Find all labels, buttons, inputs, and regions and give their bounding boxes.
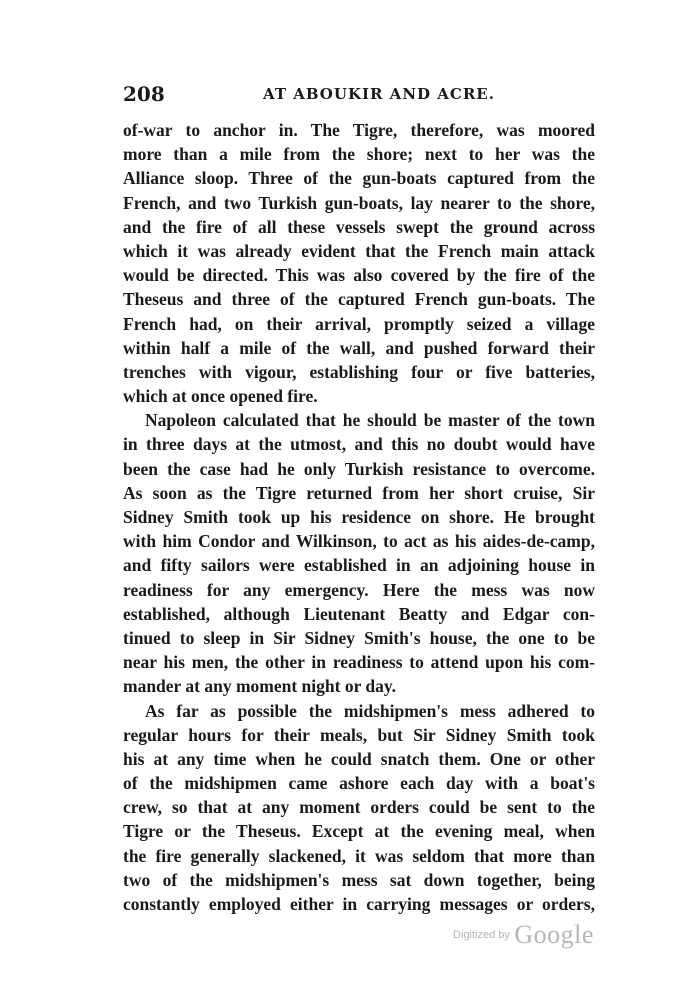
text-line: regular hours for their meals, but Sir Sidney Smith took bbox=[123, 724, 595, 745]
text-line: would be directed. This was also covered by the fire of the bbox=[123, 265, 595, 286]
text-line: his at any time when he could snatch them. One or other bbox=[123, 748, 595, 769]
body-text bbox=[123, 118, 595, 916]
text-line: readiness for any emergency. Here the mess was now bbox=[123, 579, 595, 600]
text-line: which it was already evident that the French main attack bbox=[123, 240, 595, 261]
text-line: been the case had he only Turkish resistance to overcome. bbox=[123, 458, 595, 479]
text-line: mander at any moment night or day. bbox=[123, 676, 397, 697]
text-line: Alliance sloop. Three of the gun-boats captured from the bbox=[123, 168, 595, 189]
text-line: within half a mile of the wall, and pushed forward their bbox=[123, 337, 595, 358]
text-line: crew, so that at any moment orders could be sent to the bbox=[123, 797, 595, 818]
text-line: in three days at the utmost, and this no doubt would have bbox=[123, 434, 595, 455]
text-line: French, and two Turkish gun-boats, lay nearer to the shore, bbox=[123, 192, 595, 213]
text-line: As far as possible the midshipmen's mess adhered to bbox=[145, 700, 595, 721]
text-line: more than a mile from the shore; next to her was the bbox=[123, 144, 595, 165]
text-line: constantly employed either in carrying messages or orders, bbox=[123, 894, 595, 914]
text-line: As soon as the Tigre returned from her short cruise, Sir bbox=[123, 482, 595, 503]
text-line: Theseus and three of the captured French gun-boats. The bbox=[123, 289, 595, 310]
text-line: with him Condor and Wilkinson, to act as his aides-de-camp, bbox=[123, 531, 595, 552]
text-line: of-war to anchor in. The Tigre, therefore, was moored bbox=[123, 120, 595, 140]
digitized-watermark bbox=[453, 920, 594, 950]
text-line: French had, on their arrival, promptly seized a village bbox=[123, 313, 595, 334]
text-line: Tigre or the Theseus. Except at the evening meal, when bbox=[123, 821, 595, 842]
page-number: 208 bbox=[123, 82, 165, 106]
google-logo: Google bbox=[514, 920, 594, 949]
text-line: established, although Lieutenant Beatty and Edgar con- bbox=[123, 603, 595, 624]
text-line: of the midshipmen came ashore each day with a boat's bbox=[123, 773, 595, 794]
text-line: near his men, the other in readiness to attend upon his com- bbox=[123, 652, 595, 673]
text-line: the fire generally slackened, it was seldom that more than bbox=[123, 845, 595, 866]
text-line: Napoleon calculated that he should be master of the town bbox=[145, 410, 595, 431]
text-line: and fifty sailors were established in an adjoining house in bbox=[123, 555, 595, 576]
text-line: Sidney Smith took up his residence on shore. He brought bbox=[123, 507, 595, 527]
page-header bbox=[123, 82, 595, 108]
text-line: tinued to sleep in Sir Sidney Smith's house, the one to be bbox=[123, 627, 595, 648]
running-head: AT ABOUKIR AND ACRE. bbox=[263, 85, 495, 103]
text-line: two of the midshipmen's mess sat down together, being bbox=[123, 869, 595, 890]
text-line: which at once opened fire. bbox=[123, 386, 318, 407]
watermark-prefix: Digitized by bbox=[453, 929, 510, 941]
text-line: trenches with vigour, establishing four or five batteries, bbox=[123, 361, 595, 382]
text-line: and the fire of all these vessels swept the ground across bbox=[123, 216, 595, 237]
